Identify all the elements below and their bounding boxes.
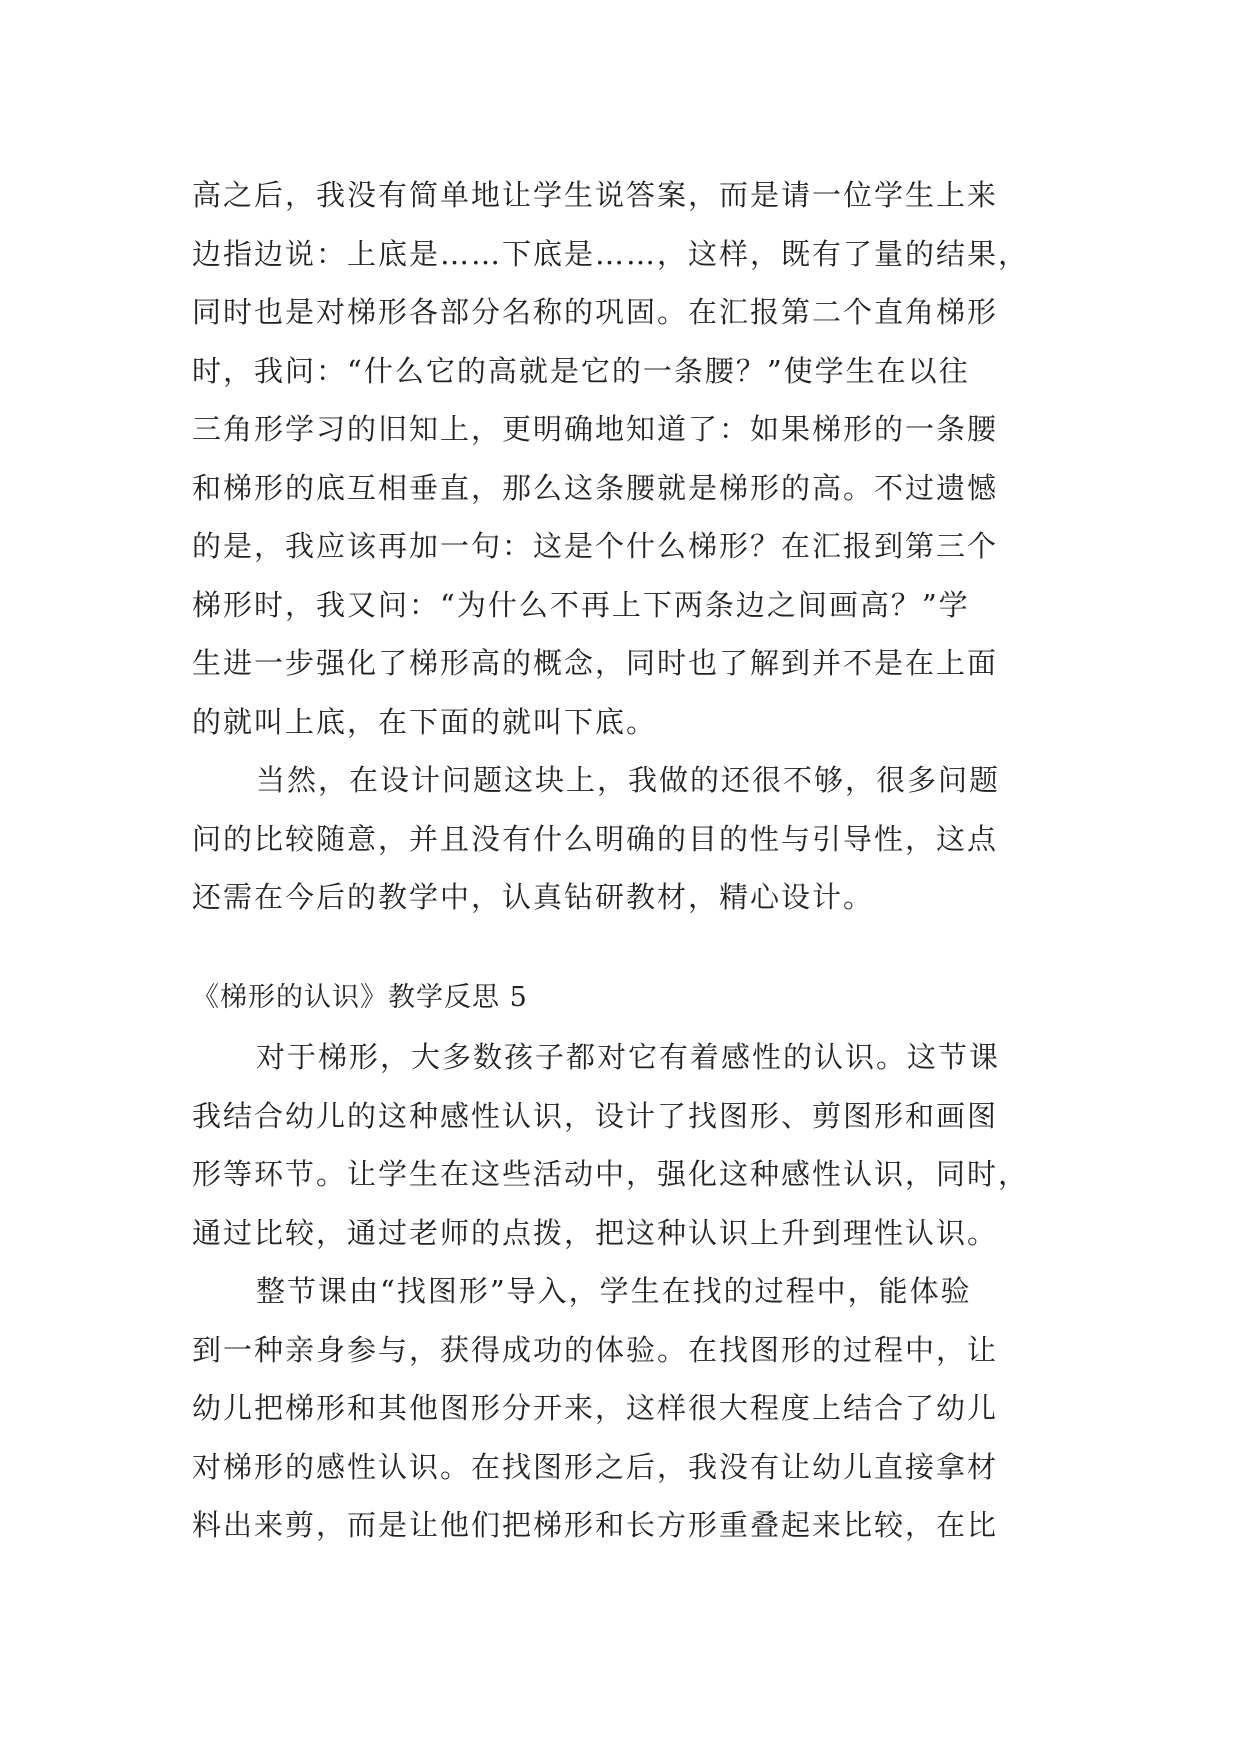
text-line: 的是，我应该再加一句：这是个什么梯形？在汇报到第三个 — [192, 529, 999, 563]
text-line: 幼儿把梯形和其他图形分开来，这样很大程度上结合了幼儿 — [192, 1391, 999, 1425]
text-line: 问的比较随意，并且没有什么明确的目的性与引导性，这点 — [192, 821, 999, 856]
text-line: 的就叫上底，在下面的就叫下底。 — [192, 704, 658, 739]
text-line: 生进一步强化了梯形高的概念，同时也了解到并不是在上面 — [192, 646, 999, 680]
text-line: 到一种亲身参与，获得成功的体验。在找图形的过程中，让 — [192, 1332, 999, 1367]
text-line: 我结合幼儿的这种感性认识，设计了找图形、剪图形和画图 — [192, 1098, 999, 1133]
section-two-text — [192, 1028, 1068, 1555]
paragraph-first-line: 整节课由“找图形”导入，学生在找的过程中，能体验 — [256, 1274, 972, 1308]
text-line: 和梯形的底互相垂直，那么这条腰就是梯形的高。不过遗憾 — [192, 470, 999, 505]
paragraph-first-line: 当然，在设计问题这块上，我做的还很不够，很多问题 — [256, 763, 1001, 797]
paragraph-first-line: 对于梯形，大多数孩子都对它有着感性的认识。这节课 — [256, 1040, 1001, 1074]
text-line: 时，我问：“什么它的高就是它的一条腰？”使学生在以往 — [192, 353, 970, 388]
text-line: 同时也是对梯形各部分名称的巩固。在汇报第二个直角梯形 — [192, 295, 999, 329]
text-line: 高之后，我没有简单地让学生说答案，而是请一位学生上来 — [192, 178, 999, 212]
text-line: 通过比较，通过老师的点拨，把这种认识上升到理性认识。 — [192, 1215, 999, 1250]
text-line: 还需在今后的教学中，认真钻研教材，精心设计。 — [192, 880, 875, 914]
text-line: 料出来剪，而是让他们把梯形和长方形重叠起来比较，在比 — [192, 1508, 999, 1542]
text-line: 梯形时，我又问：“为什么不再上下两条边之间画高？”学 — [192, 587, 970, 622]
text-line: 边指边说：上底是……下底是……，这样，既有了量的结果， — [192, 236, 1030, 271]
section-heading: 《梯形的认识》教学反思 5 — [192, 982, 528, 1013]
text-line: 形等环节。让学生在这些活动中，强化这种感性认识，同时， — [192, 1157, 1030, 1191]
text-line: 三角形学习的旧知上，更明确地知道了：如果梯形的一条腰 — [192, 412, 999, 446]
section-one-text — [192, 166, 1068, 927]
text-line: 对梯形的感性认识。在找图形之后，我没有让幼儿直接拿材 — [192, 1449, 999, 1484]
